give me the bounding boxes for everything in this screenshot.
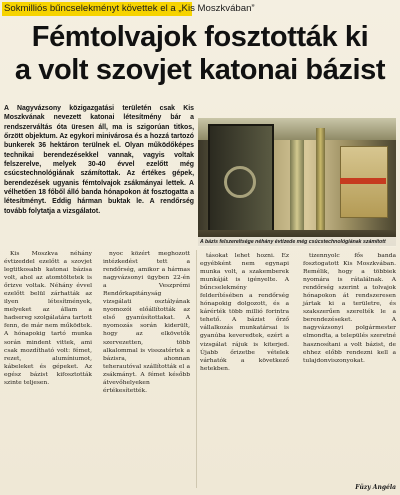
body-text: tásokat lehet hozni. Ez egyébként nem egynapi munka volt, a szakemberek munkáját is igényelte. A bűncselekmény felderítésében a rendőrség hónapokig dolgozott, és a kárérték több millió forintra tehető. A bázist őrző vállalkozás munkatársai is gyanúba keveredtek, ezért a vizsgálat rájuk is kiterjed. Újabb őrizetbe vételek várhatók a következő hetekben.: [200, 252, 289, 372]
body-column-1: [4, 250, 92, 387]
headline: [0, 21, 400, 87]
body-text: nyoc közért meghozott intézkedést tett a rendőrség, amikor a hármas nagyvázsonyi ügyben 22-én a Veszprémi Rendőrkapitányság vizsgálati osztályának nyomozói előállították az első gyanúsítottakat. A nyomozás során kiderült, hogy az elkövetők szervezetten, több alkalommal is visszatértek a bázisra, ahonnan teherautóval szállították el a zsákmányt. A fémet később átvevőhelyeken értékesítették.: [103, 250, 190, 394]
bunker-photo: [198, 118, 396, 246]
byline: Füzy Angéla: [355, 484, 396, 491]
body-column-3: [200, 252, 289, 373]
headline-line-1: Fémtolvajok fosztották ki: [31, 21, 369, 53]
body-column-4: [303, 252, 396, 365]
kicker: Sokmilliós bűncselekményt követtek el a „Kis Moszkvában”: [4, 3, 255, 14]
lead-paragraph: A Nagyvázsony közigazgatási területén csak Kis Moszkvának nevezett katonai létesítmény bár a rendszerváltás óta üresen áll, ma is szigorúan titkos, őrzött objektum. Az egykori minivárosa és a hozzá tartozó bunkerek 36 hektáron terülnek el. Olyan működőképes technikai berendezésekkel vannak, vagyis voltak felszerelve, melyek 30-40 évvel ezelőtt még csúcstechnológiának számítottak. Az értékes gépek, berendezések ugyanis fémtolvajok zsákmányai lettek. A vélhetően 18 főből álló banda hónapokon át fosztogatta a létesítményt. Eddig hárman buktak le. A rendőrség tovább folytatja a vizsgálatot.: [4, 105, 194, 215]
photo-caption: A bázis felszereltsége néhány évtizede még csúcstechnológiának számított: [200, 239, 386, 245]
column-divider: [196, 250, 197, 488]
body-text: Kis Moszkva néhány évtizeddel ezelőtt a szovjet legtitkosabb katonai bázisa volt, ahol az atomtöltetek is őrizve voltak. Néhány évvel ezelőtt belül zárhatták az ilyen létesítmények, melyeket az állam a hadsereg szolgálatára tartott fenn, de már nem működtek. A hónapokig tartó munka során mindent vittek, ami csak mozdítható volt: fémet, rezet, alumíniumot, kábeleket és gépeket. Az egész bázist kifosztották szinte teljesen.: [4, 250, 92, 386]
body-text: tizennyolc fős banda fosztogatott Kis Moszkvában. Remélik, hogy a többiek nyomára is rátalálnak. A rendőrség szerint a tolvajok hónapokon át rendszeresen jártak ki a területre, és szakszerűen szerelték le a berendezéseket. A nagyvázsonyi polgármester elmondta, a település szeretné hasznosítani a volt bázist, de ehhez előbb rendezni kell a tulajdonviszonyokat.: [303, 252, 396, 364]
headline-line-2: a volt szovjet katonai bázist: [14, 54, 386, 86]
body-column-2: [103, 250, 190, 395]
